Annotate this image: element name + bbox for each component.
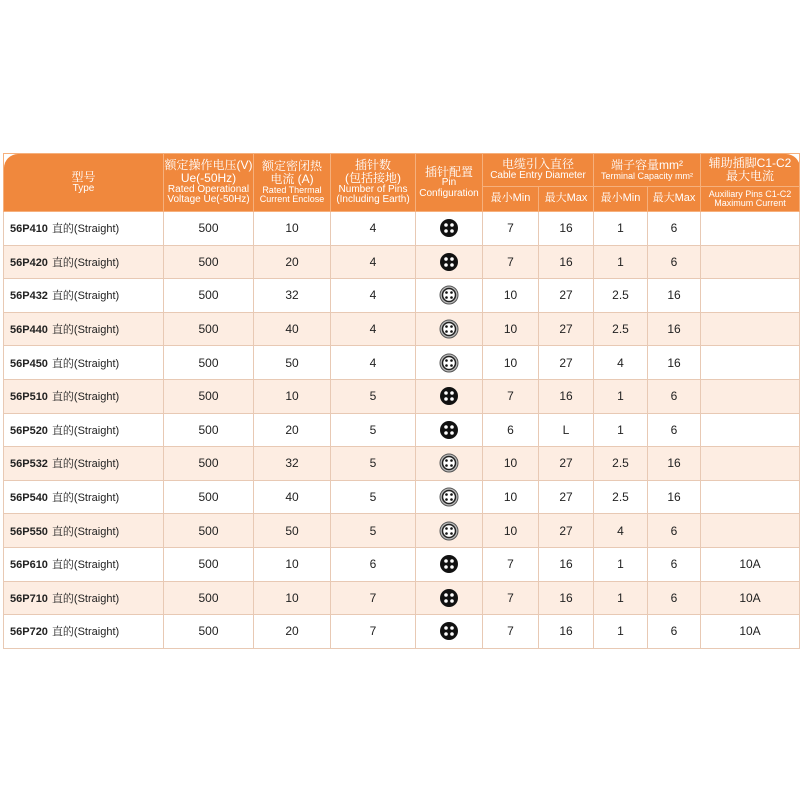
table-row: [4, 245, 800, 279]
cell-tmax: 16: [648, 312, 701, 346]
pin-configuration-icon: [439, 554, 459, 574]
cell-tmin: 2.5: [594, 447, 648, 481]
model-number: 56P550: [10, 525, 48, 538]
cell-tmax: 6: [648, 514, 701, 548]
mount-type: 直的(Straight): [51, 626, 120, 639]
header-terminal: 端子容量mm² Terminal Capacity mm²: [594, 154, 701, 187]
cell-voltage: 500: [164, 279, 254, 313]
table-row: [4, 346, 800, 380]
cell-cmin: 7: [483, 245, 539, 279]
cell-cmin: 10: [483, 312, 539, 346]
model-number: 56P720: [10, 626, 48, 639]
cell-type: [4, 480, 164, 514]
cell-aux: [701, 514, 800, 548]
cell-voltage: 500: [164, 346, 254, 380]
cell-type: [4, 581, 164, 615]
header-terminal-max: 最大Max: [648, 187, 701, 212]
mount-type: 直的(Straight): [51, 256, 120, 269]
cell-pins: 5: [331, 480, 416, 514]
cell-tmin: 1: [594, 581, 648, 615]
table-row: [4, 615, 800, 649]
cell-cmin: 10: [483, 514, 539, 548]
cell-tmax: 16: [648, 279, 701, 313]
cell-aux: [701, 346, 800, 380]
model-number: 56P432: [10, 290, 48, 303]
cell-tmin: 2.5: [594, 480, 648, 514]
table-row: [4, 312, 800, 346]
cell-cmax: 27: [539, 312, 594, 346]
mount-type: 直的(Straight): [51, 559, 120, 572]
cell-cmax: 16: [539, 379, 594, 413]
model-number: 56P510: [10, 391, 48, 404]
cell-pins: 4: [331, 245, 416, 279]
cell-cmin: 7: [483, 547, 539, 581]
cell-type: [4, 547, 164, 581]
cell-current: 50: [254, 514, 331, 548]
cell-pins: 4: [331, 279, 416, 313]
cell-type: [4, 279, 164, 313]
cell-aux: 10A: [701, 547, 800, 581]
table-row: [4, 581, 800, 615]
cell-cmax: 16: [539, 547, 594, 581]
cell-tmax: 6: [648, 379, 701, 413]
cell-tmin: 1: [594, 379, 648, 413]
mount-type: 直的(Straight): [51, 391, 120, 404]
cell-current: 20: [254, 615, 331, 649]
cell-current: 32: [254, 447, 331, 481]
table-row: [4, 547, 800, 581]
cell-tmin: 1: [594, 413, 648, 447]
mount-type: 直的(Straight): [51, 525, 120, 538]
cell-voltage: 500: [164, 581, 254, 615]
pin-configuration-icon: [439, 453, 459, 473]
cell-tmin: 1: [594, 245, 648, 279]
cell-cmax: 16: [539, 581, 594, 615]
cell-aux: [701, 245, 800, 279]
cell-voltage: 500: [164, 312, 254, 346]
table-row: [4, 279, 800, 313]
cell-tmax: 6: [648, 547, 701, 581]
pin-configuration-icon: [439, 285, 459, 305]
pin-configuration-icon: [439, 252, 459, 272]
cell-cmax: 16: [539, 615, 594, 649]
cell-type: [4, 514, 164, 548]
cell-pins: 4: [331, 312, 416, 346]
pin-configuration-icon: [439, 386, 459, 406]
mount-type: 直的(Straight): [51, 290, 120, 303]
cell-cmin: 7: [483, 615, 539, 649]
cell-pins: 6: [331, 547, 416, 581]
table-row: [4, 480, 800, 514]
cell-pin-config: [416, 514, 483, 548]
cell-aux: 10A: [701, 615, 800, 649]
header-cable-max: 最大Max: [539, 187, 594, 212]
cell-cmin: 10: [483, 447, 539, 481]
header-cable: 电缆引入直径 Cable Entry Diameter: [483, 154, 594, 187]
header-pins: 插针数 (包括接地) Number of Pins (Including Earth): [331, 154, 416, 212]
cell-aux: [701, 447, 800, 481]
cell-cmax: 16: [539, 245, 594, 279]
cell-tmax: 6: [648, 245, 701, 279]
mount-type: 直的(Straight): [51, 357, 120, 370]
cell-cmin: 10: [483, 279, 539, 313]
cell-current: 10: [254, 379, 331, 413]
header-current: 额定密闭热 电流 (A) Rated Thermal Current Enclose: [254, 154, 331, 212]
pin-configuration-icon: [439, 420, 459, 440]
cell-type: [4, 413, 164, 447]
cell-voltage: 500: [164, 547, 254, 581]
mount-type: 直的(Straight): [51, 592, 120, 605]
cell-aux: [701, 480, 800, 514]
spec-table: [3, 153, 800, 649]
cell-tmax: 6: [648, 212, 701, 246]
cell-voltage: 500: [164, 514, 254, 548]
mount-type: 直的(Straight): [51, 424, 120, 437]
model-number: 56P410: [10, 223, 48, 236]
cell-pin-config: [416, 581, 483, 615]
cell-pin-config: [416, 413, 483, 447]
pin-configuration-icon: [439, 621, 459, 641]
cell-pin-config: [416, 615, 483, 649]
cell-tmax: 6: [648, 615, 701, 649]
cell-current: 40: [254, 312, 331, 346]
header-type: 型号 Type: [4, 154, 164, 212]
mount-type: 直的(Straight): [51, 324, 120, 337]
cell-pin-config: [416, 279, 483, 313]
cell-aux: [701, 279, 800, 313]
cell-type: [4, 212, 164, 246]
cell-voltage: 500: [164, 212, 254, 246]
cell-type: [4, 447, 164, 481]
mount-type: 直的(Straight): [51, 492, 120, 505]
cell-tmax: 16: [648, 480, 701, 514]
cell-tmin: 4: [594, 346, 648, 380]
model-number: 56P440: [10, 324, 48, 337]
pin-configuration-icon: [439, 218, 459, 238]
cell-pins: 5: [331, 379, 416, 413]
cell-pins: 7: [331, 581, 416, 615]
cell-pins: 4: [331, 346, 416, 380]
header-aux-en: Auxiliary Pins C1-C2 Maximum Current: [701, 187, 800, 212]
table-row: [4, 379, 800, 413]
cell-voltage: 500: [164, 447, 254, 481]
cell-pins: 5: [331, 514, 416, 548]
mount-type: 直的(Straight): [51, 223, 120, 236]
cell-tmin: 1: [594, 212, 648, 246]
cell-cmax: 27: [539, 279, 594, 313]
pin-configuration-icon: [439, 588, 459, 608]
cell-aux: [701, 312, 800, 346]
cell-pin-config: [416, 312, 483, 346]
cell-cmax: 27: [539, 514, 594, 548]
cell-tmin: 1: [594, 547, 648, 581]
cell-cmax: 27: [539, 480, 594, 514]
table-row: [4, 413, 800, 447]
cell-cmin: 6: [483, 413, 539, 447]
cell-pin-config: [416, 212, 483, 246]
cell-voltage: 500: [164, 245, 254, 279]
cell-type: [4, 312, 164, 346]
cell-cmin: 7: [483, 212, 539, 246]
cell-pins: 4: [331, 212, 416, 246]
header-voltage: 额定操作电压(V) Ue(-50Hz) Rated Operational Voltage Ue(-50Hz): [164, 154, 254, 212]
cell-type: [4, 245, 164, 279]
cell-type: [4, 615, 164, 649]
table-row: [4, 514, 800, 548]
table-row: [4, 212, 800, 246]
cell-pin-config: [416, 480, 483, 514]
cell-pin-config: [416, 379, 483, 413]
cell-aux: [701, 212, 800, 246]
cell-current: 10: [254, 547, 331, 581]
cell-tmin: 2.5: [594, 312, 648, 346]
cell-aux: 10A: [701, 581, 800, 615]
cell-pins: 5: [331, 413, 416, 447]
cell-pin-config: [416, 447, 483, 481]
cell-current: 40: [254, 480, 331, 514]
cell-cmax: 27: [539, 346, 594, 380]
cell-current: 20: [254, 245, 331, 279]
pin-configuration-icon: [439, 521, 459, 541]
table-row: [4, 447, 800, 481]
cell-tmax: 16: [648, 346, 701, 380]
cell-pins: 7: [331, 615, 416, 649]
cell-cmax: 16: [539, 212, 594, 246]
header-config: 插针配置 Pin Configuration: [416, 154, 483, 212]
model-number: 56P532: [10, 458, 48, 471]
cell-pin-config: [416, 245, 483, 279]
model-number: 56P710: [10, 592, 48, 605]
cell-voltage: 500: [164, 379, 254, 413]
cell-aux: [701, 413, 800, 447]
cell-tmax: 6: [648, 581, 701, 615]
cell-voltage: 500: [164, 413, 254, 447]
model-number: 56P450: [10, 357, 48, 370]
cell-type: [4, 379, 164, 413]
cell-current: 10: [254, 581, 331, 615]
cell-pin-config: [416, 547, 483, 581]
cell-tmax: 6: [648, 413, 701, 447]
header-terminal-min: 最小Min: [594, 187, 648, 212]
cell-current: 32: [254, 279, 331, 313]
pin-configuration-icon: [439, 487, 459, 507]
cell-aux: [701, 379, 800, 413]
cell-tmin: 2.5: [594, 279, 648, 313]
mount-type: 直的(Straight): [51, 458, 120, 471]
model-number: 56P540: [10, 492, 48, 505]
cell-cmin: 7: [483, 581, 539, 615]
cell-cmin: 7: [483, 379, 539, 413]
cell-tmax: 16: [648, 447, 701, 481]
model-number: 56P520: [10, 424, 48, 437]
cell-voltage: 500: [164, 480, 254, 514]
cell-type: [4, 346, 164, 380]
header-cable-min: 最小Min: [483, 187, 539, 212]
cell-pin-config: [416, 346, 483, 380]
cell-pins: 5: [331, 447, 416, 481]
pin-configuration-icon: [439, 353, 459, 373]
pin-configuration-icon: [439, 319, 459, 339]
cell-cmax: L: [539, 413, 594, 447]
cell-voltage: 500: [164, 615, 254, 649]
cell-current: 10: [254, 212, 331, 246]
cell-cmax: 27: [539, 447, 594, 481]
cell-tmin: 1: [594, 615, 648, 649]
cell-cmin: 10: [483, 346, 539, 380]
cell-current: 50: [254, 346, 331, 380]
cell-tmin: 4: [594, 514, 648, 548]
model-number: 56P420: [10, 256, 48, 269]
header-aux: 辅助插脚C1-C2 最大电流: [701, 154, 800, 187]
model-number: 56P610: [10, 559, 48, 572]
cell-current: 20: [254, 413, 331, 447]
cell-cmin: 10: [483, 480, 539, 514]
